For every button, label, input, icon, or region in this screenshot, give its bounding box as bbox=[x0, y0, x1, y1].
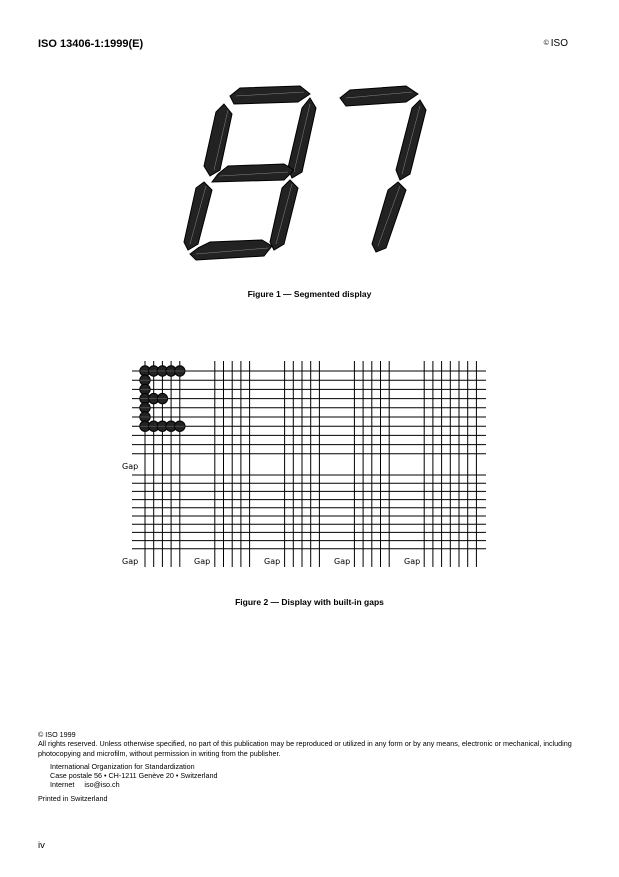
gap-label-row: Gap bbox=[122, 462, 139, 471]
document-id: ISO 13406-1:1999(E) bbox=[38, 38, 144, 50]
page-number: iv bbox=[38, 840, 45, 851]
header-copyright bbox=[544, 38, 568, 49]
figure-2-caption: Figure 2 — Display with built-in gaps bbox=[235, 597, 384, 607]
footer-internet bbox=[38, 780, 598, 789]
segment-8-middle bbox=[212, 164, 294, 182]
copyright-org: ISO bbox=[550, 38, 568, 49]
segment-8-lower-right bbox=[270, 180, 298, 250]
segment-8-lower-left bbox=[184, 182, 212, 250]
gap-label-col-2: Gap bbox=[194, 557, 211, 566]
footer-printed: Printed in Switzerland bbox=[38, 793, 108, 803]
internet-value: iso@iso.ch bbox=[84, 780, 120, 790]
segment-8-upper-left bbox=[204, 104, 232, 176]
internet-label: Internet bbox=[50, 780, 75, 790]
gap-label-col-5: Gap bbox=[404, 557, 421, 566]
segmented-display-figure bbox=[170, 78, 450, 268]
digit-eight bbox=[184, 86, 316, 260]
footer-org-name: International Organization for Standardization bbox=[50, 761, 195, 771]
footer-copyright-line: © ISO 1999 bbox=[38, 730, 76, 739]
segment-7-lower-right bbox=[372, 182, 406, 252]
figure-1-caption: Figure 1 — Segmented display bbox=[247, 289, 372, 299]
display-gaps-figure bbox=[118, 355, 490, 570]
copyright-footer bbox=[38, 730, 598, 803]
footer-rights-text: All rights reserved. Unless otherwise specified, no part of this publication may be reproduced or utilized in any form or by any means, electronic or mechanical, including photocopying and microfilm, without permission in writing from the publisher. bbox=[38, 739, 572, 758]
segment-8-top bbox=[230, 86, 310, 104]
segment-7-top bbox=[340, 86, 418, 106]
pixel-grid bbox=[132, 361, 486, 567]
gap-label-col-4: Gap bbox=[334, 557, 351, 566]
digit-seven bbox=[340, 86, 426, 252]
footer-address: Case postale 56 • CH-1211 Genève 20 • Switzerland bbox=[50, 771, 218, 781]
copyright-symbol: © bbox=[543, 40, 549, 47]
gap-label-col-3: Gap bbox=[264, 557, 281, 566]
segment-8-bottom bbox=[190, 240, 272, 260]
gap-label-col-1: Gap bbox=[122, 557, 139, 566]
